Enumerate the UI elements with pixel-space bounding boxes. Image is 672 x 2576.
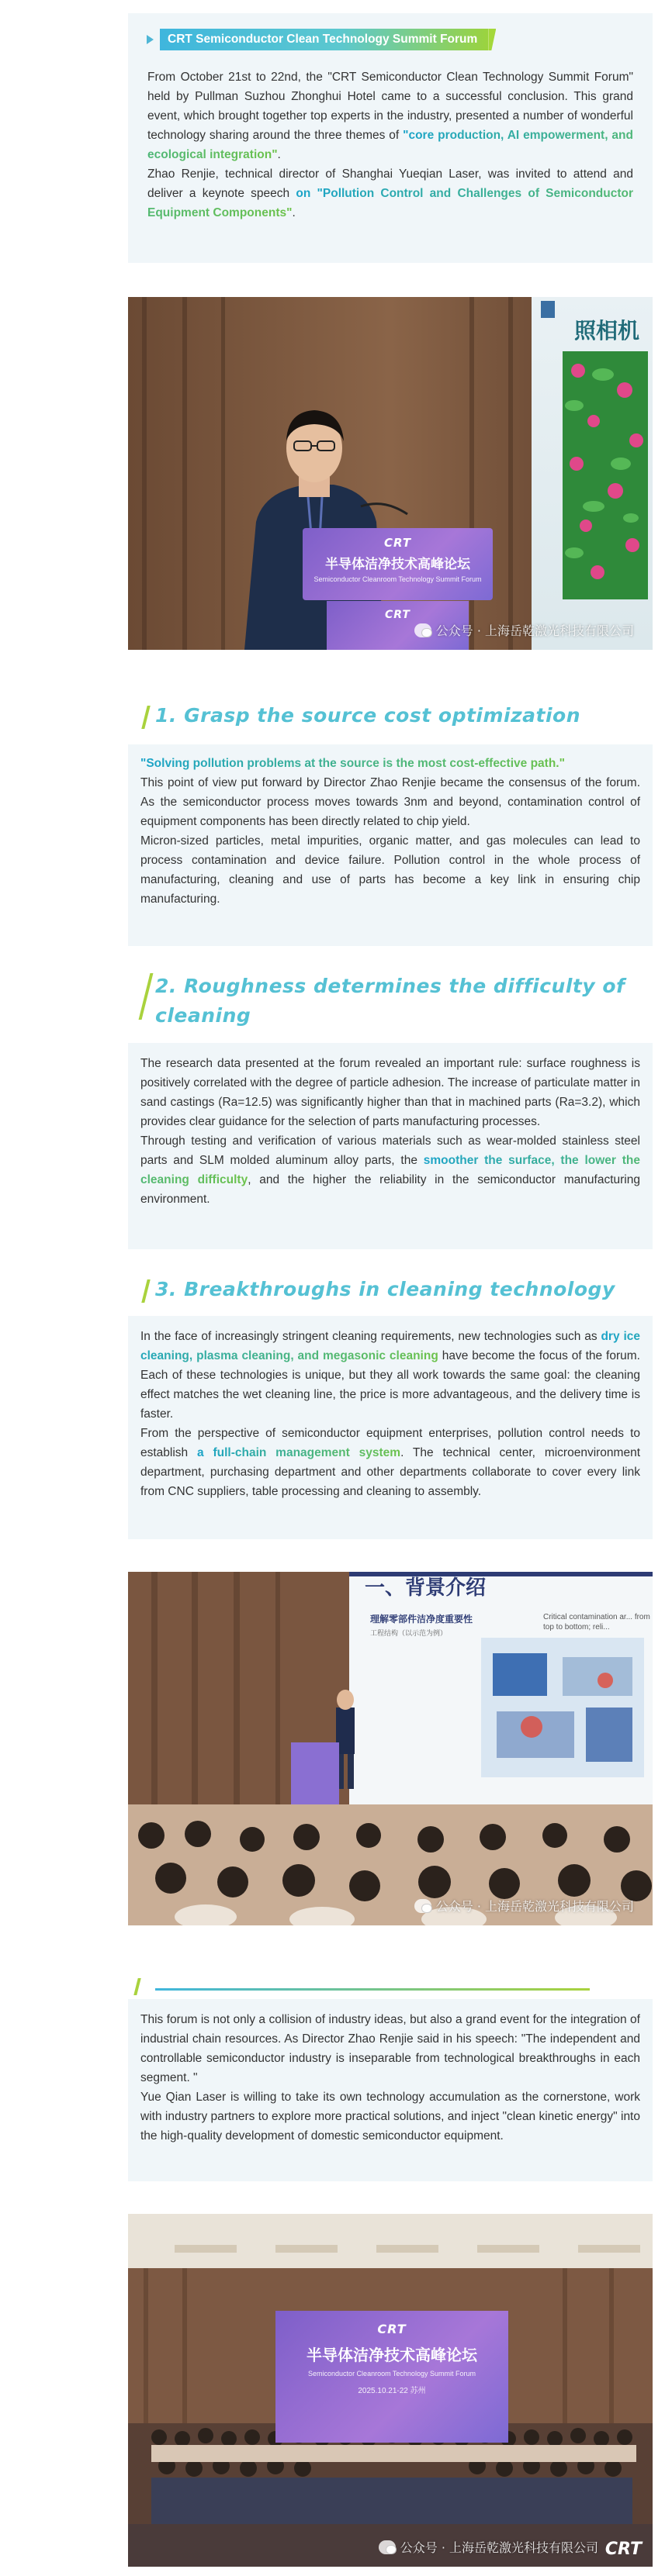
closing-paragraph-2: Yue Qian Laser is willing to take its own technology accumulation as the cornerstone, work with industry partners to explore more practical solutions, and inject "clean kinetic energy" into the high-quality development of domestic semiconductor equipment.	[140, 2091, 640, 2143]
closing-paragraph-1: This forum is not only a collision of industry ideas, but also a grand event for the integration of industrial chain resources. As Director Zhao Renjie said in his speech: "The independent and controllable semiconductor industry is inseparable from technological breakthroughs in each segment. "	[140, 2013, 640, 2084]
wechat-icon	[414, 1899, 431, 1913]
section-3-card	[128, 1316, 653, 1539]
forum-title-chip	[147, 29, 496, 50]
intro-paragraph-2: Zhao Renjie, technical director of Shanghai Yueqian Laser, was invited to attend and deliver a keynote speech on "Pollution Control and Challenges of Semiconductor Equipment Components".	[147, 167, 634, 219]
heading-accent-bar	[139, 973, 154, 1020]
watermark: 公众号 · 上海岳乾激光科技有限公司	[414, 1897, 634, 1915]
wechat-icon	[379, 2540, 396, 2554]
section-3-heading: 3. Breakthroughs in cleaning technology	[155, 1278, 615, 1300]
slide-caption: 工程结构（以示范为例）	[370, 1630, 448, 1638]
group-photo	[128, 2214, 653, 2567]
section-3-paragraph-2: From the perspective of semiconductor equipment enterprises, pollution control needs to establish a full-chain management system. The technical center, microenvironment department, purchasing department and other departments collaborate to cover every link from CNC suppliers, table processing and cleaning to assembly.	[140, 1427, 641, 1498]
section-1-card	[128, 744, 653, 946]
section-2-paragraph-1: The research data presented at the forum revealed an important rule: surface roughness is positively correlated with the degree of particle adhesion. The increase of particulate matter in sand castings (Ra=12.5) was significantly higher than that in machined parts (Ra=3.2), which provides clear guidance for the selection of parts manufacturing processes.	[140, 1057, 640, 1128]
group-backdrop-banner: CRT 半导体洁净技术高峰论坛 Semiconductor Cleanroom Technology Summit Forum 2025.10.21-22 苏州	[275, 2311, 508, 2443]
speaker-photo	[128, 297, 653, 650]
corner-logo: CRT	[604, 2540, 642, 2559]
decorative-divider-line	[155, 1988, 590, 1991]
intro-paragraph-1: From October 21st to 22nd, the "CRT Semiconductor Clean Technology Summit Forum" held by Pullman Suzhou Zhonghui Hotel came to a successful conclusion. This grand event, which brought together top experts in the industry, presented a number of wonderful technology sharing around the three themes of "core production, AI empowerment, and ecological integration".	[147, 71, 633, 161]
section-2-paragraph-2: Through testing and verification of various materials such as wear-molded stainless steel parts and SLM molded aluminum alloy parts, the smoother the surface, the lower the cleaning difficulty, and the higher the reliability in the semiconductor manufacturing environment.	[140, 1134, 640, 1206]
section-2-heading: 2. Roughness determines the difficulty of cleaning	[155, 972, 629, 1031]
watermark: 公众号 · 上海岳乾激光科技有限公司	[379, 2538, 598, 2556]
chip-arrow-icon	[147, 35, 154, 44]
section-1-paragraph-1: This point of view put forward by Director Zhao Renjie became the consensus of the forum. As the semiconductor process moves towards 3nm and beyond, contamination control of equipment components has been directly related to chip yield.	[140, 776, 640, 828]
watermark: 公众号 · 上海岳乾激光科技有限公司	[414, 621, 634, 639]
section-1-quote: "Solving pollution problems at the source is the most cost-effective path."	[140, 757, 565, 770]
slide-heading: 一、背景介绍	[365, 1576, 487, 1600]
podium-front-panel: CRT	[327, 601, 469, 650]
forum-audience-photo	[128, 1572, 653, 1925]
forum-title: CRT Semiconductor Clean Technology Summit Forum	[160, 29, 488, 50]
section-1-heading: 1. Grasp the source cost optimization	[155, 704, 580, 727]
chip-tail-decoration	[488, 29, 496, 50]
decorative-divider	[133, 1978, 140, 1995]
section-1-paragraph-2: Micron-sized particles, metal impurities, organic matter, and gas molecules can lead to process contamination and device failure. Pollution control in the whole process of manufacturing, cleaning and use of parts has become a key link in ensuring chip manufacturing.	[140, 834, 640, 906]
heading-accent-bar	[141, 706, 150, 729]
section-2-card	[128, 1043, 653, 1249]
podium-banner: CRT 半导体洁净技术高峰论坛 Semiconductor Cleanroom Technology Summit Forum	[303, 528, 493, 600]
slide-title: 照相机	[574, 318, 640, 344]
slide-subheading: 理解零部件洁净度重要性	[370, 1614, 473, 1625]
heading-accent-bar	[141, 1279, 150, 1303]
closing-card	[128, 1999, 653, 2181]
wechat-icon	[414, 623, 431, 637]
section-3-paragraph-1: In the face of increasingly stringent cleaning requirements, new technologies such as dry ice cleaning, plasma cleaning, and megasonic cleaning have become the focus of the forum. Each of these technologies is unique, but they all work towards the same goal: the cleaning effect matches the wet cleaning line, the price is more advantageous, and the delivery time is faster.	[140, 1330, 640, 1421]
slide-note: Critical contamination ar... from top to bottom; reli...	[543, 1613, 650, 1632]
intro-card	[128, 13, 653, 263]
